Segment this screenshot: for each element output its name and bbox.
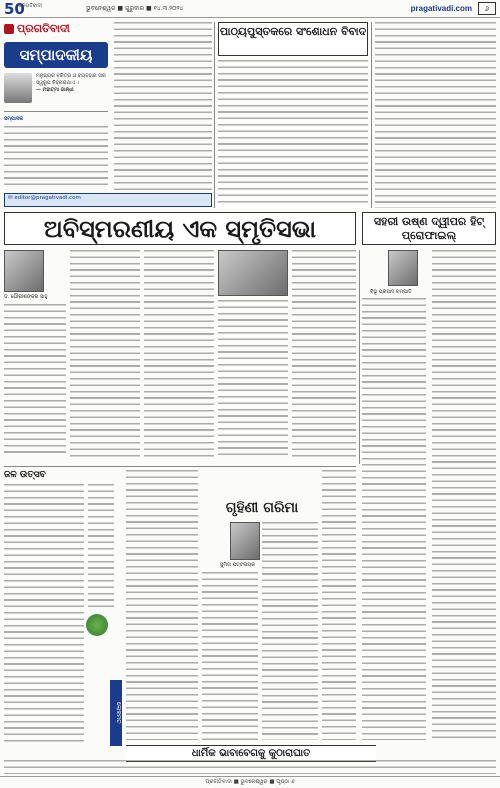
housewife-col-2	[262, 522, 318, 740]
brand-logo-icon	[4, 24, 14, 34]
quote-box	[4, 73, 108, 103]
heat-story-col-3	[362, 464, 426, 740]
editorial-col-1	[114, 22, 212, 190]
author-caption-1: ଡ. ଗୌରୀଶଙ୍କର ସାହୁ	[4, 294, 48, 300]
main-story-col-3	[218, 300, 288, 460]
author-photo-3	[230, 522, 260, 560]
religious-story-title: ଧାର୍ମିକ ଭାବାବେଗକୁ କୁଠାରାଘାତ	[126, 745, 376, 762]
main-story-col-4	[292, 250, 356, 460]
gandhi-portrait	[4, 73, 32, 103]
author-caption-2: ବିଭୂ ପ୍ରସାଦ ଚମ୍ପାତି	[370, 289, 412, 295]
quote-author: — ମହାତ୍ମା ଗାନ୍ଧୀ	[36, 87, 74, 93]
page-footer: ପ୍ରଗତିବାଦୀ ■ ଭୁବନେଶ୍ୱର ■ ପୃଷ୍ଠା ୬	[0, 776, 500, 788]
textbook-story-body	[218, 60, 368, 206]
editor-details	[4, 126, 108, 186]
date-line: ଭୁବନେଶ୍ୱର ■ ଗୁରୁବାର ■ ୧୪.୩.୨୦୨୪	[86, 5, 184, 12]
housewife-col-1	[202, 572, 258, 740]
section-title: ସମ୍ପାଦକୀୟ	[4, 42, 108, 68]
editorial-col-3	[375, 22, 496, 208]
logo-tag: ପ୍ରଗତିବାଦୀ	[18, 3, 43, 9]
textbook-story-title: ପାଠ୍ୟପୁସ୍ତକରେ ସଂଶୋଧନ ବିବାଦ	[218, 22, 368, 56]
author-photo-1	[4, 250, 44, 292]
heat-story-col-1	[362, 298, 426, 460]
email-address[interactable]: editor@pragativadi.com	[14, 195, 81, 201]
author-bio	[4, 304, 66, 454]
page-number: ୬	[478, 2, 496, 15]
author-caption-3: ସୁମିତା ପଟ୍ଟନାୟକ	[220, 562, 256, 568]
water-festival-col-2	[88, 484, 114, 610]
heat-story-title: ସହରୀ ଉଷ୍ଣ ଦ୍ୱୀପର ହିଟ୍ ପ୍ରୋଫାଇଲ୍	[362, 212, 496, 245]
housewife-story-title: ଗୃହିଣୀ ଗରିମା	[225, 500, 299, 516]
heat-story-col-2	[432, 250, 496, 740]
editor-box	[4, 111, 108, 186]
quote-text: ମନୁଷ୍ୟର ଚରିତ୍ର ଓ ବ୍ୟବହାର ତାର ସ୍ୱରୂପ ଚିହ୍ନାଇଥାଏ ।	[36, 73, 106, 86]
brand	[4, 22, 108, 36]
lower-col-2	[126, 470, 198, 740]
lotus-icon	[86, 614, 108, 636]
religious-story-body	[4, 760, 496, 774]
main-story-col-2	[144, 250, 214, 460]
author-photo-2	[388, 250, 418, 286]
editorial-masthead	[4, 22, 108, 192]
logo-number: 50	[4, 0, 25, 18]
vertical-label: ଲୋକମତ	[110, 680, 122, 746]
memorial-photo	[218, 250, 288, 296]
brand-name: ପ୍ରଗତିବାଦୀ	[17, 22, 70, 35]
site-link[interactable]: pragativadi.com	[410, 4, 472, 13]
editor-label: ସମ୍ପାଦକ	[4, 116, 24, 122]
main-story-col-1	[70, 250, 140, 460]
anniversary-logo	[4, 0, 43, 18]
water-festival-col-1	[4, 484, 84, 744]
email-strip: ✉ editor@pragativadi.com	[4, 193, 212, 207]
housewife-col-3	[322, 470, 356, 740]
water-festival-title: ଜଳ ଉତ୍ସବ	[4, 470, 46, 480]
header-bar	[0, 0, 500, 18]
main-story-title: ଅବିସ୍ମରଣୀୟ ଏକ ସ୍ମୃତିସଭା	[4, 212, 356, 245]
